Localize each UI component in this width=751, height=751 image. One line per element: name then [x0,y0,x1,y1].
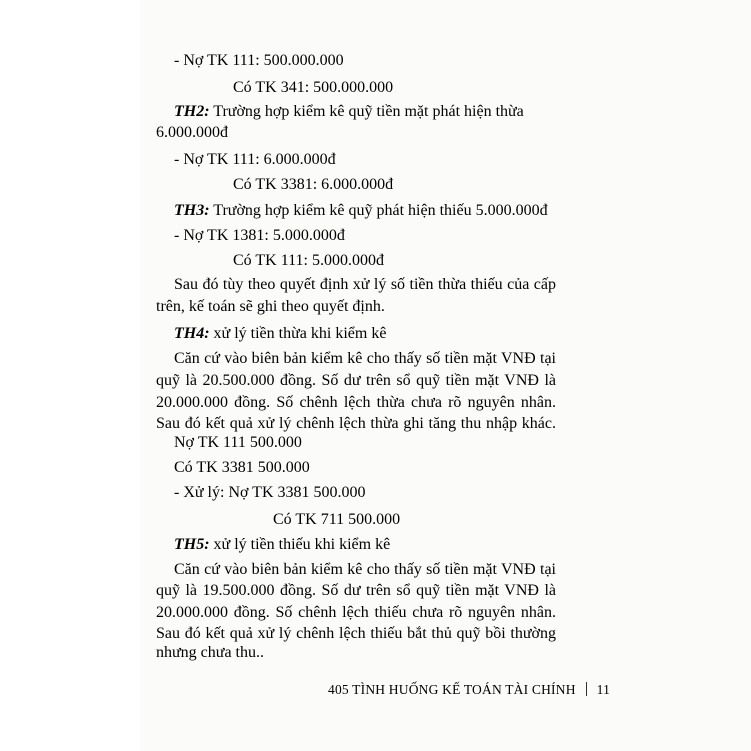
case-th2-amount: 6.000.000đ [156,124,228,141]
case-th5-text: xử lý tiền thiếu khi kiểm kê [209,536,391,553]
paragraph-line: 20.000.000 đồng. Số chênh lệch thiếu chưa rõ nguyên nhân. [156,604,556,621]
entry-credit-341: Có TK 341: 500.000.000 [233,79,394,96]
paragraph-line: 20.000.000 đồng. Số chênh lệch thừa chưa rõ nguyên nhân. [156,394,556,411]
entry-debit-111: - Nợ TK 111: 500.000.000 [174,52,344,69]
page-number: 11 [596,682,611,697]
paragraph-line: Sau đó kết quả xử lý chênh lệch thừa ghi tăng thu nhập khác. [156,415,556,432]
case-th3-heading [174,200,548,222]
case-th5-heading [174,534,390,556]
entry-credit-3381-th2: Có TK 3381: 6.000.000đ [233,176,394,193]
case-th4-text: xử lý tiền thừa khi kiểm kê [209,325,387,342]
entry-debit-111-th4: Nợ TK 111 500.000 [174,434,302,451]
case-th4-label: TH4: [174,325,210,342]
case-th3-label: TH3: [174,202,210,219]
paragraph-line: quỹ là 20.500.000 đồng. Số dư trên sổ quỹ tiền mặt VNĐ là [156,372,556,389]
paragraph-line: quỹ là 19.500.000 đồng. Số dư trên sổ quỹ tiền mặt VNĐ là [156,582,556,599]
case-th2-text: Trường hợp kiểm kê quỹ tiền mặt phát hiện thừa [209,103,524,120]
paragraph-line: Căn cứ vào biên bản kiểm kê cho thấy số tiền mặt VNĐ tại [174,350,556,367]
footer-separator [586,682,587,696]
case-th3-text: Trường hợp kiểm kê quỹ phát hiện thiếu 5.000.000đ [209,202,548,219]
paragraph-line: Sau đó kết quả xử lý chênh lệch thiếu bắt thủ quỹ bồi thường [156,625,556,642]
case-th2-heading [174,101,524,123]
case-th2-label: TH2: [174,103,210,120]
paragraph-line: Căn cứ vào biên bản kiểm kê cho thấy số tiền mặt VNĐ tại [174,561,556,578]
case-th4-heading [174,323,386,345]
case-th5-label: TH5: [174,536,210,553]
paragraph-line: trên, kế toán sẽ ghi theo quyết định. [156,298,385,315]
entry-debit-1381: - Nợ TK 1381: 5.000.000đ [174,227,345,244]
running-footer [328,679,610,701]
entry-debit-111-th2: - Nợ TK 111: 6.000.000đ [174,151,336,168]
entry-credit-3381-th4: Có TK 3381 500.000 [174,459,310,476]
entry-process-debit-3381: - Xử lý: Nợ TK 3381 500.000 [174,484,366,501]
entry-process-credit-711: Có TK 711 500.000 [273,511,401,528]
paragraph-line: nhưng chưa thu.. [156,644,264,661]
book-title: 405 TÌNH HUỐNG KẾ TOÁN TÀI CHÍNH [328,682,576,697]
entry-credit-111-th3: Có TK 111: 5.000.000đ [233,252,384,269]
paragraph-line: Sau đó tùy theo quyết định xử lý số tiền thừa thiếu của cấp [174,276,556,293]
